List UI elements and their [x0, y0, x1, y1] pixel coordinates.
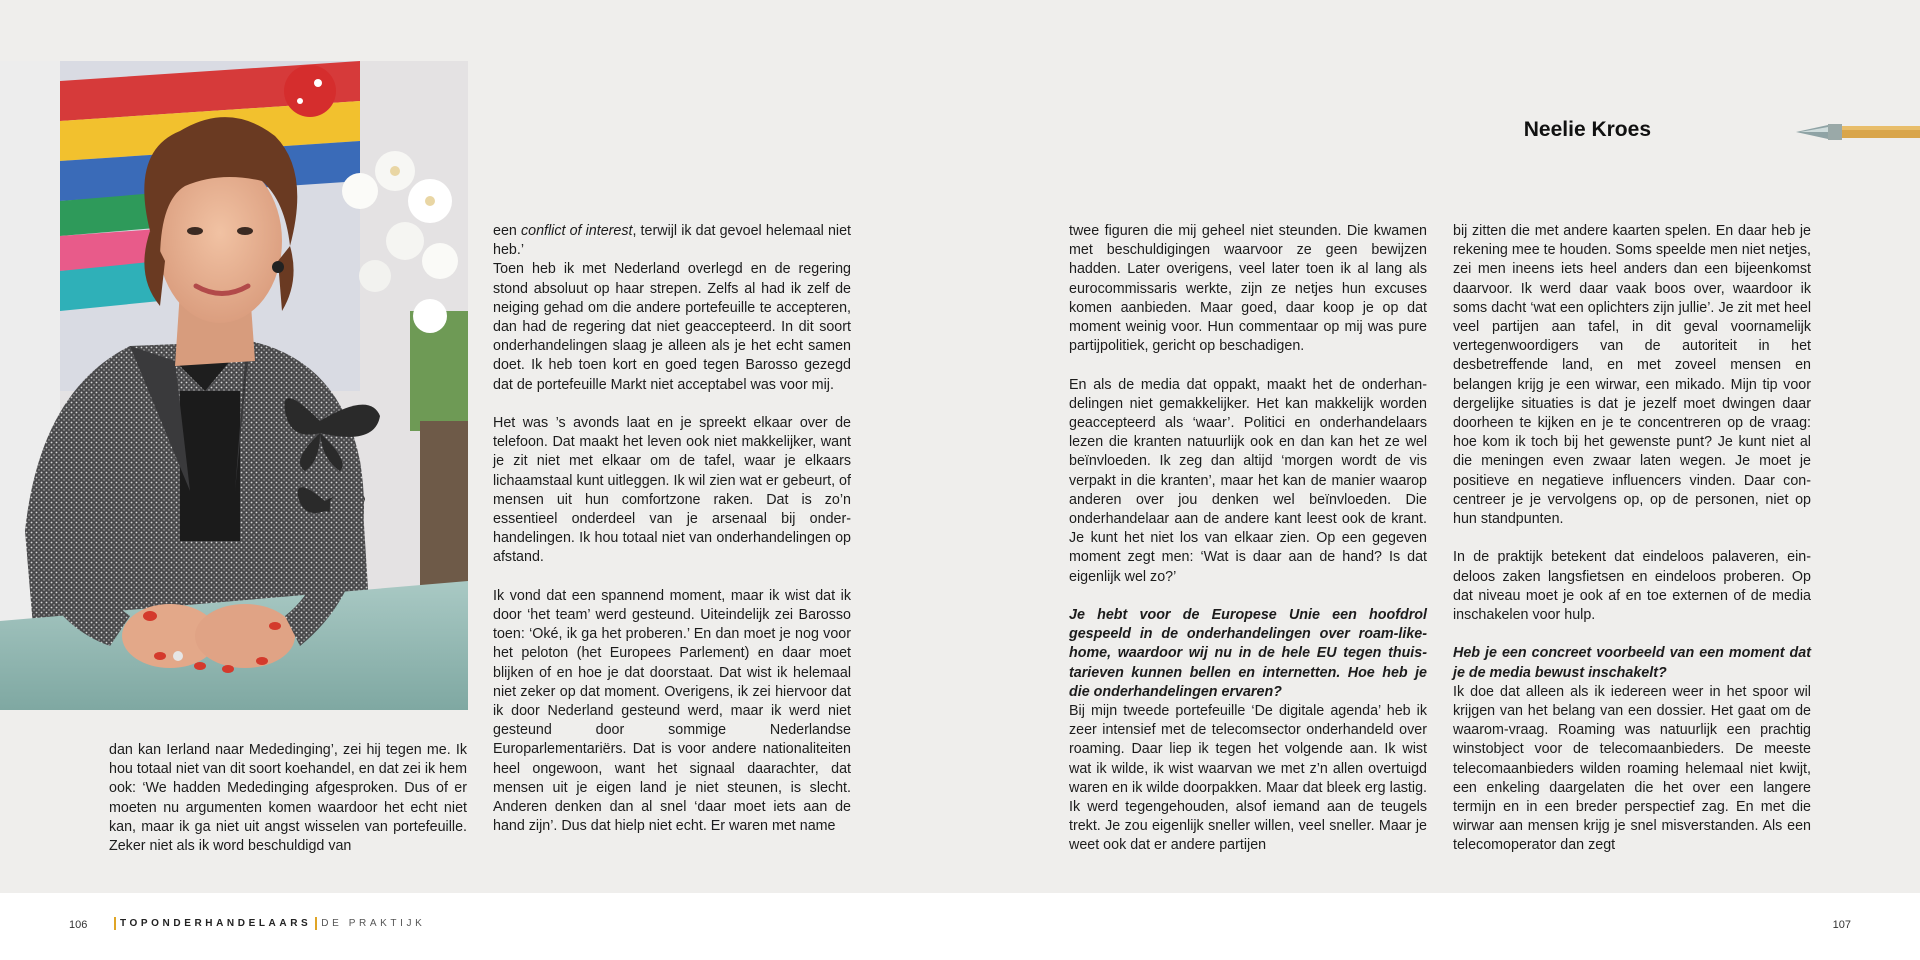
- page-title: Neelie Kroes: [1523, 118, 1651, 141]
- interview-question: Heb je een concreet voorbeeld van een moment dat je de media bewust inschakelt?: [1453, 645, 1811, 681]
- emphasis: conflict of interest: [520, 223, 633, 239]
- running-header: [110, 917, 425, 930]
- page-footer: [0, 893, 1920, 960]
- paragraph: twee figuren die mij geheel niet steunden. Die kwamen met beschuldigingen waarvoor ze geen bewijzen hadden. Later overigens, veel later toen ik al lang als eurocommissaris werkte, zijn ze netjes hun excuses komen aanbieden. Maar goed, daar koop je op dat moment weinig voor. Hun commentaar op mij was pure partijpolitiek, gericht op beschadigen.: [1069, 223, 1427, 355]
- interview-question: Je hebt voor de Europese Unie een hoofdrol gespeeld in de onderhandelingen over roam-like-home, waardoor wij nu in de hele EU tegen thuistarieven kunnen bellen en internetten. Hoe heb je die onderhandelingen ervaren?: [1069, 607, 1427, 700]
- paragraph: Het was ’s avonds laat en je spreekt elkaar over de telefoon. Dat maakt het leven ook niet makkelijker, want je zit niet met elkaar om de tafel, waar je elkaars lichaamstaal kunt uitleggen. Ik wil zien wat er gebeurt, of mensen uit hun comfortzone raken. Dat is zo’n essentieel onderdeel van je arsenaal bij onderhandelingen. Ik hou totaal niet van onderhandelingen op afstand.: [493, 415, 851, 566]
- paragraph: Ik vond dat een spannend moment, maar ik wist dat ik door ‘het team’ werd gesteund. Uiteindelijk zei Barosso toen: ‘Oké, ik ga het proberen.’ En dan moet je nog voor het peloton (het Europees Parlement) en daar moet blijken of en hoe je dat doorstaat. Dat wist ik helemaal niet zeker op dat moment. Overigens, ik zei hiervoor dat ik door Nederland gesteund werd, maar ik werd niet gesteund door sommige Nederlandse Europarlementariërs. Dat is voor andere nationaliteiten heel ongewoon, want het signaal daarachter, dat mensen uit je eigen land je niet steunen, is slecht. Anderen denken dan al snel ‘daar moet iets aan de hand zijn’. Dus dat hielp niet echt. Er waren met name: [493, 587, 851, 835]
- paragraph: bij zitten die met andere kaarten spelen. En daar heb je rekening mee te houden. Soms speelde men niet netjes, zei men ineens iets heel anders dan een bijeenkomst daarvoor. Ik werd daar vaak boos over, waardoor ik soms dacht ‘wat een oplichters zijn jullie’. Je zit met heel veel partijen aan tafel, in dit geval voornamelijk vertegenwoordigers van de autoriteit in het desbetreffende land, en met zoveel mensen en belangen krijg je een wirwar, een mikado. Mijn tip voor dergelijke situaties is dat je jezelf moet dwingen daar doorheen te kijken en je te concentreren op de vraag: hoe kom ik toch bij het gewenste punt? Je kunt niet al die meningen even zwaar laten wegen. Je moet je positieve en negatieve influencers vinden. Daar concentreer je je vervolgens op, op de personen, niet op hun standpunten.: [1453, 223, 1811, 528]
- paragraph: dan kan Ierland naar Mededinging’, zei hij tegen me. Ik hou totaal niet van dit soort koehandel, en dat zei ik hem ook: ‘We hadden Mededinging afgesproken. Dus of er moeten nu argumenten komen waardoor het echt niet kan, maar ik ga niet uit angst wisselen van portefeuille. Zeker niet als ik word beschuldigd van: [109, 742, 467, 855]
- accent-divider: [114, 917, 116, 930]
- paragraph: Toen heb ik met Nederland overlegd en de regering stond absoluut op haar strepen. Zelfs al had ik zelf de neiging gehad om die andere portefeuille te accepteren, dan had de regering dat niet geaccepteerd. In dit soort onderhandelingen slaag je alleen als je het echt samen doet. Ik heb toen kort en goed tegen Barosso gezegd dat de portefeuille Markt niet acceptabel was voor mij.: [493, 261, 851, 393]
- text-column-2: [493, 222, 851, 836]
- text-run: een: [493, 223, 521, 239]
- paragraph: In de praktijk betekent dat eindeloos palaveren, eindeloos zaken langsfietsen en eindeloos proberen. Op dat niveau moet je ook af en toe externen of de media inschakelen voor hulp.: [1453, 549, 1811, 624]
- text-column-1: [109, 741, 467, 856]
- portrait-photo: [0, 61, 468, 710]
- text-column-4: [1453, 222, 1811, 856]
- pen-nib-icon: [1796, 118, 1920, 146]
- section-title: TOPONDERHANDELAARS: [120, 918, 312, 929]
- paragraph: Ik doe dat alleen als ik iedereen weer in het spoor wil krijgen van het belang van een dossier. Het gaat om de waarom-vraag. Roaming was natuurlijk een prachtig winstobject voor de telecomaanbieders. De meeste telecomaanbieders wilden roaming helemaal niet kwijt, een enkeling daargelaten die het over een langere termijn en in een breder perspectief zag. En met die wirwar aan mensen krijg je snel misverstanden. Als een telecomoperator dan zegt: [1453, 683, 1811, 854]
- paragraph: [493, 222, 851, 260]
- accent-divider: [315, 917, 317, 930]
- portrait-illustration: [0, 61, 468, 710]
- text-column-3: [1069, 222, 1427, 856]
- page-number-left: 106: [69, 919, 88, 931]
- text-run: , terwijl ik dat gevoel helemaal niet heb.’: [493, 223, 852, 259]
- page-number-right: 107: [1832, 919, 1851, 931]
- paragraph: Bij mijn tweede portefeuille ‘De digitale agenda’ heb ik zeer intensief met de telecomsector onderhandeld over roaming. Daar liep ik tegen het volgende aan. Ik wist wat ik wilde, ik wist waarvan we met z’n allen overtuigd waren en ik wilde doorpakken. Maar dat bleek erg lastig. Ik werd tegengehouden, alsof iemand aan de teugels trekt. Je zou eigenlijk sneller willen, veel sneller. Maar je weet ook dat er andere partijen: [1069, 703, 1427, 854]
- section-subtitle: DE PRAKTIJK: [321, 918, 426, 929]
- paragraph: En als de media dat oppakt, maakt het de onderhandelingen niet gemakkelijker. Het kan makkelijk worden geaccepteerd als ‘waar’. Politici en onderhandelaars lezen die kranten natuurlijk ook en dan kan het ze wel beïnvloeden. Ik zeg dan altijd ‘morgen wordt de vis verpakt in die kranten’, maar het kan de manier waarop anderen over jou denken wel beïnvloeden. Die onderhandelaar aan de andere kant leest ook de krant. Je kunt het niet los van elkaar zien. Op een gegeven moment zegt men: ‘Wat is daar aan de hand? Is dat eigenlijk wel zo?’: [1069, 376, 1427, 585]
